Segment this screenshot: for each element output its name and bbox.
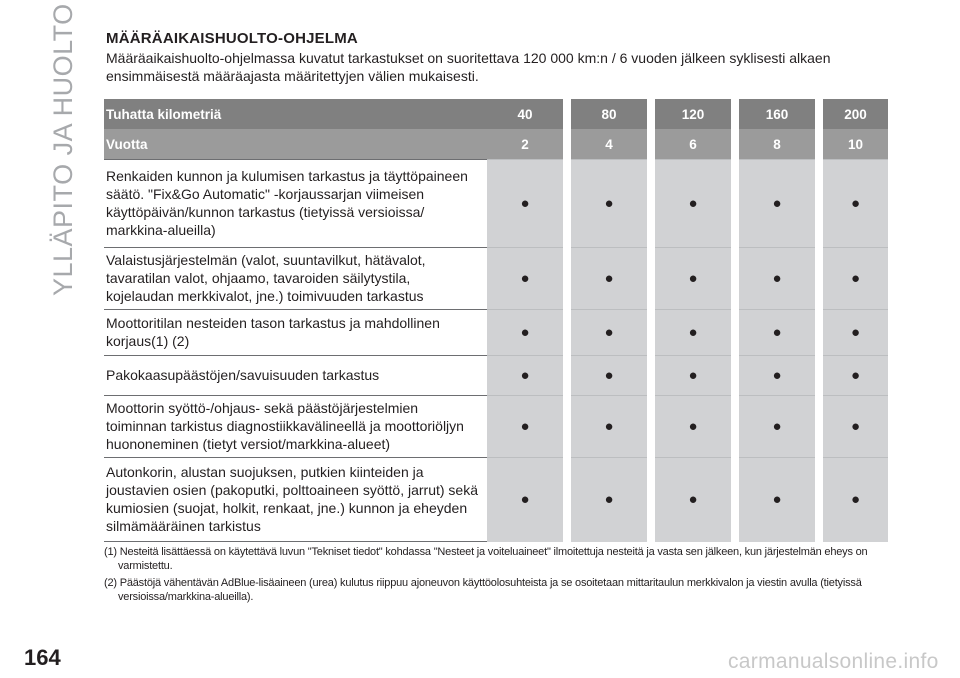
- task-description: Valaistusjärjestelmän (valot, suuntavilkut, hätävalot, tavaratilan valot, ohjaamo, tavaroiden säilytystila, kojelaudan merkkivalot, jne.) toimivuuden tarkastus: [104, 248, 487, 310]
- header-km-value: 200: [823, 99, 888, 129]
- column-gap: [563, 248, 571, 310]
- column-gap: [731, 310, 739, 356]
- column-gap: [563, 396, 571, 458]
- interval-dot-icon: ●: [571, 310, 647, 356]
- side-chapter-title: YLLÄPITO JA HUOLTO: [48, 3, 78, 296]
- maintenance-schedule-table: [104, 99, 888, 542]
- column-gap: [815, 458, 823, 542]
- column-gap: [815, 396, 823, 458]
- interval-dot-icon: ●: [487, 356, 563, 396]
- column-gap: [563, 310, 571, 356]
- schedule-row: [104, 310, 888, 356]
- column-gap: [647, 356, 655, 396]
- header-km-value: 80: [571, 99, 647, 129]
- header-km-label: Tuhatta kilometriä: [104, 99, 487, 129]
- interval-dot-icon: ●: [571, 248, 647, 310]
- interval-dot-icon: ●: [487, 458, 563, 542]
- interval-dot-icon: ●: [739, 248, 815, 310]
- intro-paragraph: Määräaikaishuolto-ohjelmassa kuvatut tarkastukset on suoritettava 120 000 km:n / 6 vuoden jälkeen syklisesti alkaen ensimmäisestä määräajasta määritettyjen välien mukaisesti.: [106, 50, 831, 84]
- interval-dot-icon: ●: [655, 458, 731, 542]
- column-gap: [731, 396, 739, 458]
- schedule-row: [104, 248, 888, 310]
- interval-dot-icon: ●: [823, 310, 888, 356]
- interval-dot-icon: ●: [739, 310, 815, 356]
- interval-dot-icon: ●: [739, 356, 815, 396]
- section-title: MÄÄRÄAIKAISHUOLTO-OHJELMA: [106, 30, 358, 47]
- interval-dot-icon: ●: [487, 248, 563, 310]
- column-gap: [731, 160, 739, 248]
- interval-dot-icon: ●: [655, 248, 731, 310]
- header-km-value: 120: [655, 99, 731, 129]
- interval-dot-icon: ●: [739, 396, 815, 458]
- interval-dot-icon: ●: [655, 356, 731, 396]
- interval-dot-icon: ●: [655, 396, 731, 458]
- schedule-row: [104, 396, 888, 458]
- task-description: Renkaiden kunnon ja kulumisen tarkastus ja täyttöpaineen säätö. "Fix&Go Automatic" -korjaussarjan viimeisen käyttöpäivän/kunnon tarkastus (tietyissä versioissa/ markkina-alueilla): [104, 160, 487, 248]
- interval-dot-icon: ●: [571, 356, 647, 396]
- interval-dot-icon: ●: [487, 310, 563, 356]
- header-km-value: 40: [487, 99, 563, 129]
- interval-dot-icon: ●: [571, 458, 647, 542]
- column-gap: [815, 248, 823, 310]
- interval-dot-icon: ●: [487, 160, 563, 248]
- column-gap: [563, 356, 571, 396]
- header-year-value: 8: [739, 129, 815, 160]
- column-gap: [647, 160, 655, 248]
- footnote: (1) Nesteitä lisättäessä on käytettävä luvun "Tekniset tiedot" kohdassa "Nesteet ja voiteluaineet" ilmoitettuja nesteitä ja vasta sen jälkeen, kun järjestelmän eheys on varmistettu.: [104, 546, 868, 572]
- column-gap: [731, 248, 739, 310]
- task-description: Moottoritilan nesteiden tason tarkastus ja mahdollinen korjaus(1) (2): [104, 310, 487, 356]
- footnotes: [104, 545, 894, 607]
- column-gap: [647, 396, 655, 458]
- header-year-value: 6: [655, 129, 731, 160]
- column-gap: [731, 356, 739, 396]
- interval-dot-icon: ●: [571, 160, 647, 248]
- interval-dot-icon: ●: [655, 160, 731, 248]
- header-years-label: Vuotta: [104, 129, 487, 160]
- interval-dot-icon: ●: [823, 248, 888, 310]
- interval-dot-icon: ●: [739, 458, 815, 542]
- header-year-value: 10: [823, 129, 888, 160]
- header-year-value: 4: [571, 129, 647, 160]
- schedule-row: [104, 356, 888, 396]
- header-row-km: [104, 99, 888, 129]
- interval-dot-icon: ●: [823, 160, 888, 248]
- task-description: Moottorin syöttö-/ohjaus- sekä päästöjärjestelmien toiminnan tarkistus diagnostiikkavälineellä ja moottoriöljyn huononeminen (tietyt versiot/markkina-alueet): [104, 396, 487, 458]
- header-year-value: 2: [487, 129, 563, 160]
- interval-dot-icon: ●: [571, 396, 647, 458]
- column-gap: [815, 160, 823, 248]
- schedule-row: [104, 458, 888, 542]
- schedule-row: [104, 160, 888, 248]
- task-description: Autonkorin, alustan suojuksen, putkien kiinteiden ja joustavien osien (pakoputki, polttoaineen syöttö, jarrut) sekä kumiosien (suojat, holkit, renkaat, jne.) kunnon ja eheyden silmämääräinen tarkistus: [104, 458, 487, 542]
- column-gap: [563, 160, 571, 248]
- watermark: carmanualsonline.info: [728, 650, 939, 673]
- column-gap: [647, 310, 655, 356]
- interval-dot-icon: ●: [487, 396, 563, 458]
- footnote: (2) Päästöjä vähentävän AdBlue-lisäaineen (urea) kulutus riippuu ajoneuvon käyttöolosuhteista ja se osoitetaan mittaritaulun merkkivalon ja viestin avulla (tietyissä versioissa/markkina-alueilla).: [104, 577, 862, 603]
- column-gap: [815, 310, 823, 356]
- header-km-value: 160: [739, 99, 815, 129]
- task-description: Pakokaasupäästöjen/savuisuuden tarkastus: [104, 356, 487, 396]
- column-gap: [815, 356, 823, 396]
- schedule-body: [104, 99, 888, 542]
- interval-dot-icon: ●: [823, 458, 888, 542]
- column-gap: [647, 248, 655, 310]
- interval-dot-icon: ●: [823, 396, 888, 458]
- header-row-years: [104, 129, 888, 160]
- column-gap: [731, 458, 739, 542]
- interval-dot-icon: ●: [655, 310, 731, 356]
- column-gap: [647, 458, 655, 542]
- column-gap: [563, 458, 571, 542]
- page-number: 164: [24, 645, 61, 670]
- interval-dot-icon: ●: [823, 356, 888, 396]
- interval-dot-icon: ●: [739, 160, 815, 248]
